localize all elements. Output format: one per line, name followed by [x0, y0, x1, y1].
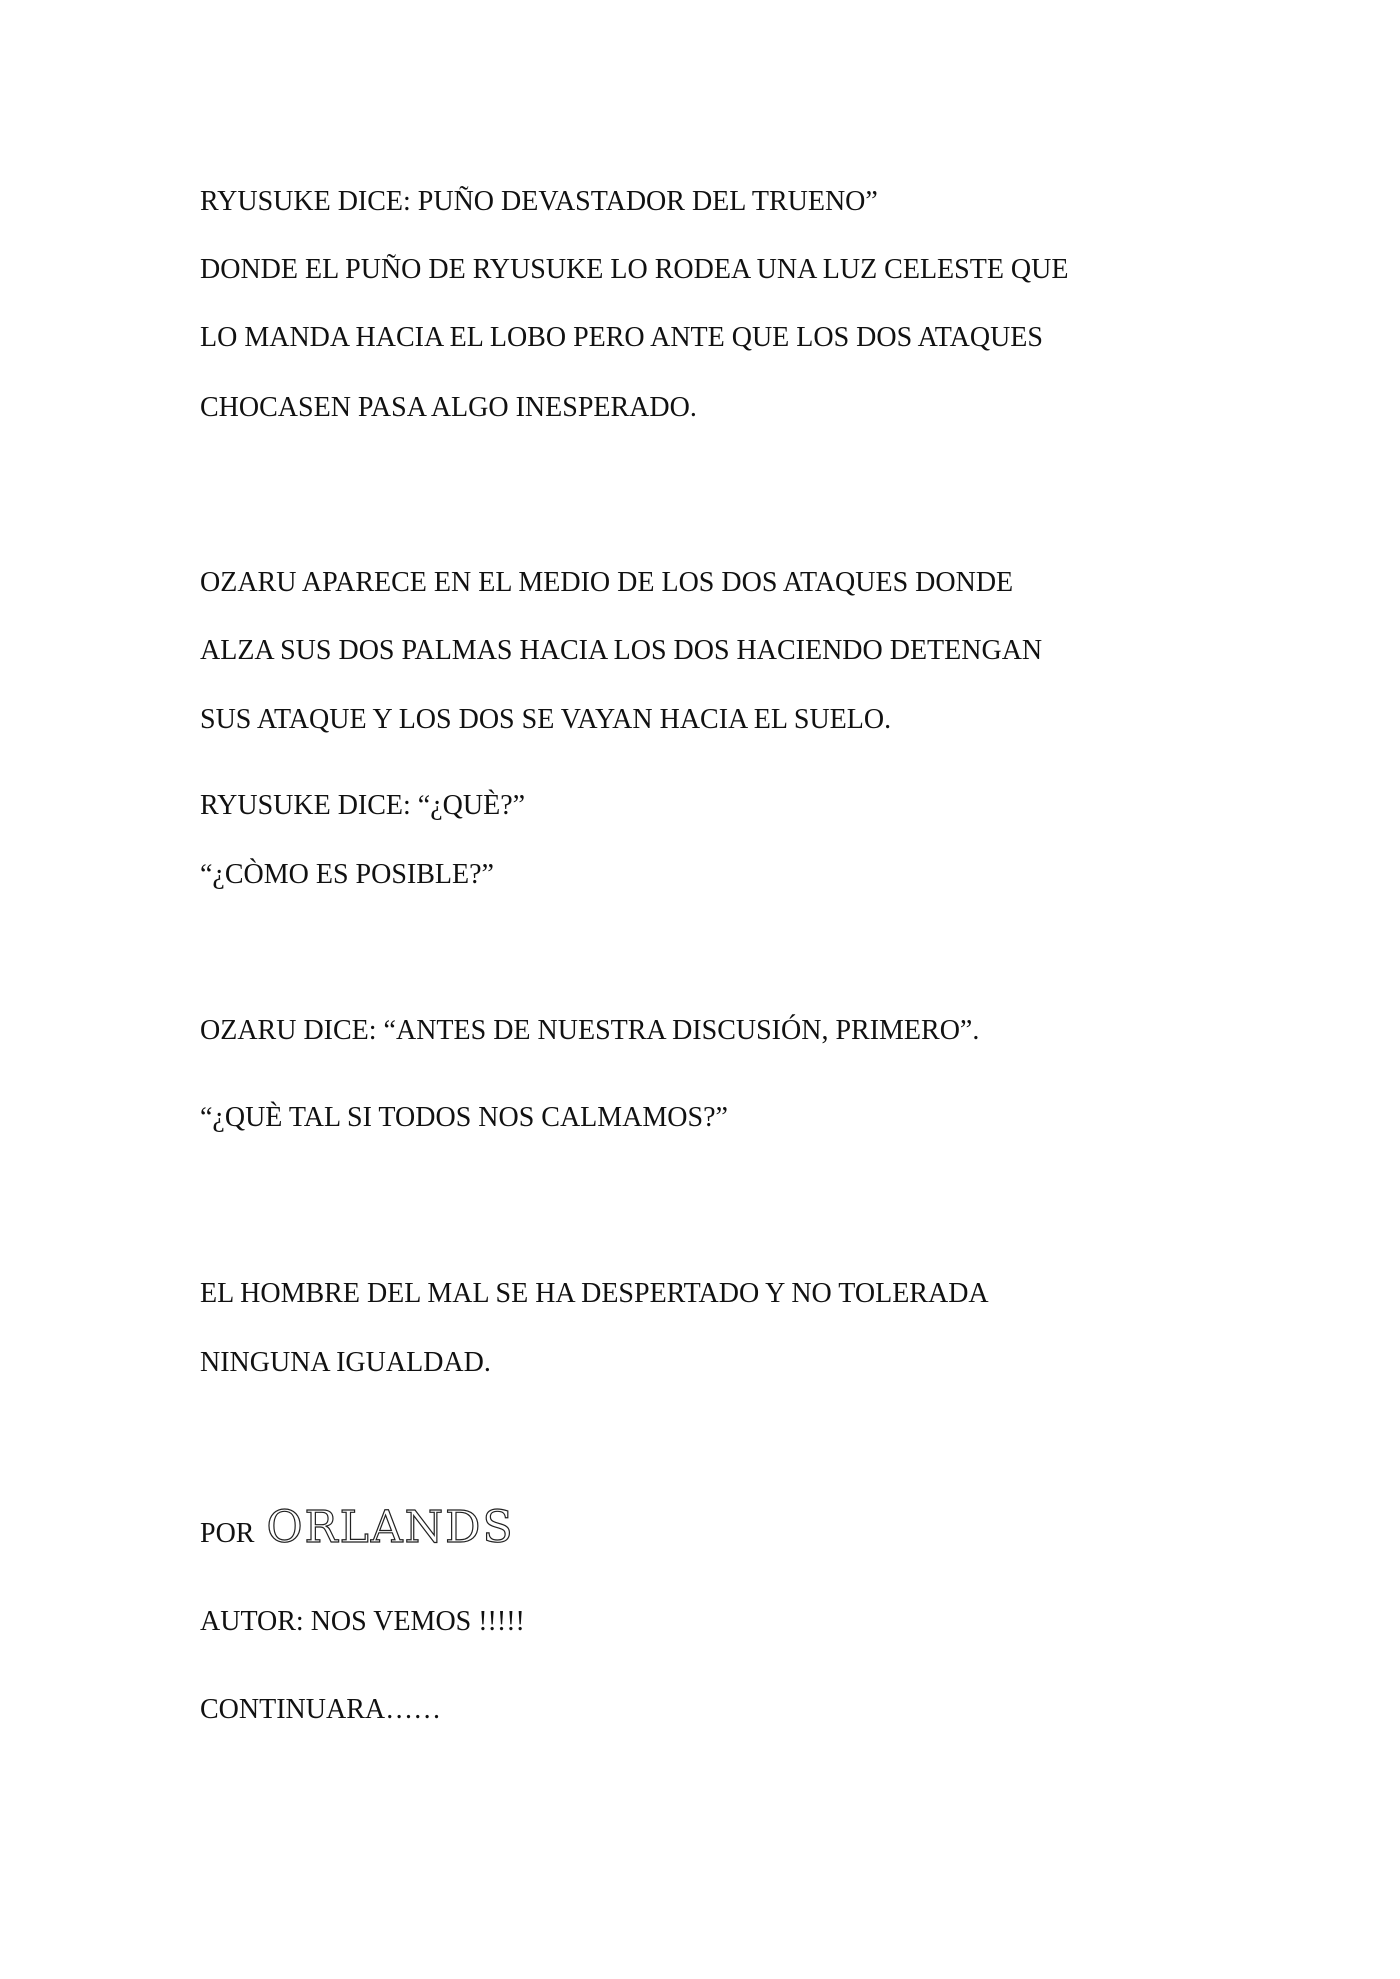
signature-prefix: POR — [200, 1518, 255, 1549]
author-signature — [200, 1502, 515, 1553]
text-line: NINGUNA IGUALDAD. — [200, 1347, 491, 1378]
text-line: ALZA SUS DOS PALMAS HACIA LOS DOS HACIENDO DETENGAN — [200, 635, 1043, 666]
continuation-note: CONTINUARA…… — [200, 1694, 442, 1725]
text-line: DONDE EL PUÑO DE RYUSUKE LO RODEA UNA LUZ CELESTE QUE — [200, 254, 1069, 285]
text-line: RYUSUKE DICE: PUÑO DEVASTADOR DEL TRUENO” — [200, 186, 878, 217]
signature-name: ORLANDS — [266, 1502, 515, 1553]
text-line: LO MANDA HACIA EL LOBO PERO ANTE QUE LOS DOS ATAQUES — [200, 322, 1043, 353]
author-note: AUTOR: NOS VEMOS !!!!! — [200, 1606, 525, 1637]
text-line: OZARU APARECE EN EL MEDIO DE LOS DOS ATAQUES DONDE — [200, 567, 1014, 598]
dialogue-line: RYUSUKE DICE: “¿QUÈ?” — [200, 790, 526, 821]
text-line: CHOCASEN PASA ALGO INESPERADO. — [200, 392, 697, 423]
text-line: SUS ATAQUE Y LOS DOS SE VAYAN HACIA EL SUELO. — [200, 704, 892, 735]
dialogue-line: OZARU DICE: “ANTES DE NUESTRA DISCUSIÓN, PRIMERO”. — [200, 1015, 980, 1046]
text-line: EL HOMBRE DEL MAL SE HA DESPERTADO Y NO TOLERADA — [200, 1278, 989, 1309]
dialogue-line: “¿QUÈ TAL SI TODOS NOS CALMAMOS?” — [200, 1102, 728, 1133]
dialogue-line: “¿CÒMO ES POSIBLE?” — [200, 859, 494, 890]
